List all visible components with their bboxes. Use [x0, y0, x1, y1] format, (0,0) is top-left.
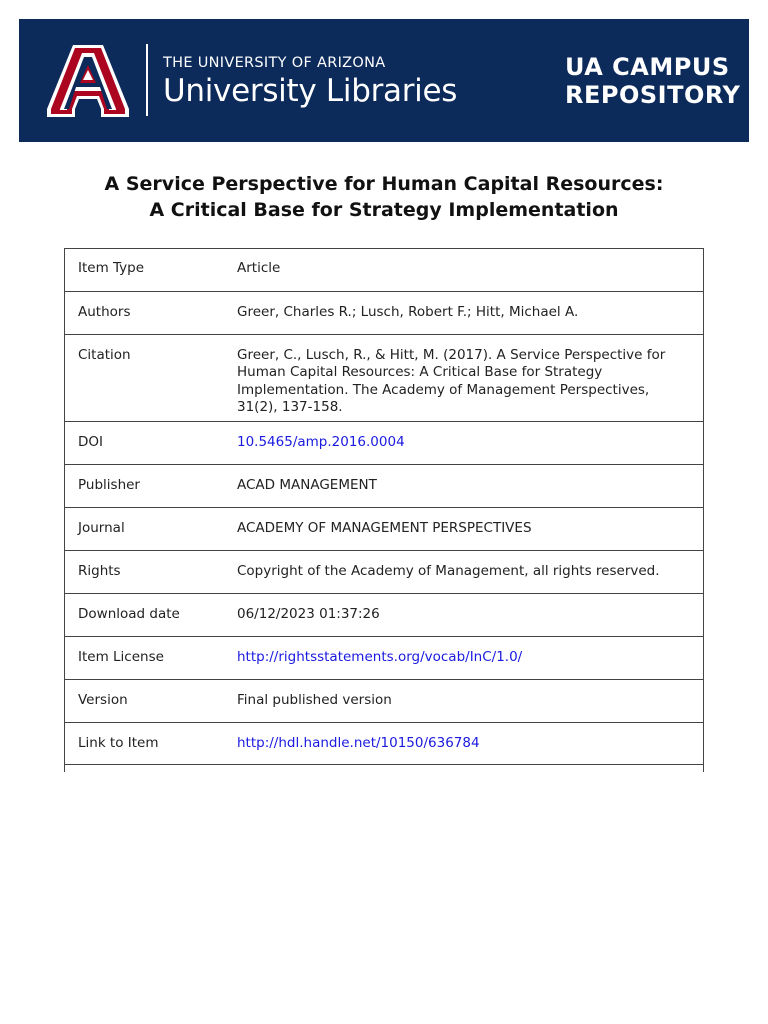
- row-label: Journal: [64, 507, 223, 550]
- row-label: Version: [64, 679, 223, 722]
- row-label: Download date: [64, 593, 223, 636]
- table-row: [64, 679, 704, 722]
- table-row: [64, 248, 704, 291]
- row-value: Final published version: [237, 691, 392, 708]
- logo-divider: [146, 44, 148, 116]
- table-row: [64, 722, 704, 764]
- libraries-name: University Libraries: [163, 73, 458, 109]
- row-label: Link to Item: [64, 722, 223, 764]
- row-label: Item Type: [64, 248, 223, 291]
- arizona-a-logo-icon[interactable]: [45, 43, 131, 119]
- table-row: [64, 593, 704, 636]
- table-frame-right: [703, 248, 704, 772]
- row-value-cell: [223, 421, 704, 464]
- row-value-cell: [223, 248, 704, 291]
- row-label: Rights: [64, 550, 223, 593]
- university-name: THE UNIVERSITY OF ARIZONA: [163, 55, 386, 71]
- table-frame-top: [64, 248, 704, 249]
- row-value-link[interactable]: http://hdl.handle.net/10150/636784: [237, 734, 480, 751]
- title-line-1: A Service Perspective for Human Capital Resources:: [104, 173, 664, 195]
- table-row: [64, 550, 704, 593]
- row-value-cell: [223, 334, 704, 421]
- row-value-link[interactable]: 10.5465/amp.2016.0004: [237, 433, 405, 450]
- row-value: 06/12/2023 01:37:26: [237, 605, 380, 622]
- row-value-cell: [223, 550, 704, 593]
- row-value-cell: [223, 291, 704, 334]
- table-row: [64, 334, 704, 421]
- row-value-cell: [223, 722, 704, 764]
- row-value-cell: [223, 464, 704, 507]
- title-line-2: A Critical Base for Strategy Implementation: [149, 199, 619, 221]
- repository-label-line2: REPOSITORY: [565, 81, 741, 109]
- repository-label: [565, 53, 745, 109]
- row-value: Greer, C., Lusch, R., & Hitt, M. (2017). A Service Perspective for Human Capital Resources: A Critical Base for Strategy Implementation. The Academy of Management Perspectives, 31(2), 137-158.: [237, 346, 666, 415]
- table-row: [64, 291, 704, 334]
- row-value-cell: [223, 636, 704, 679]
- row-label: DOI: [64, 421, 223, 464]
- table-row: [64, 507, 704, 550]
- row-label: Citation: [64, 334, 223, 421]
- row-value: ACADEMY OF MANAGEMENT PERSPECTIVES: [237, 519, 532, 536]
- row-value-cell: [223, 507, 704, 550]
- repository-label-line1: UA CAMPUS: [565, 53, 730, 81]
- table-row: [64, 464, 704, 507]
- table-row: [64, 421, 704, 464]
- row-value: Copyright of the Academy of Management, all rights reserved.: [237, 562, 660, 579]
- row-label: Item License: [64, 636, 223, 679]
- header-banner: [19, 19, 749, 142]
- row-value-link[interactable]: http://rightsstatements.org/vocab/InC/1.0/: [237, 648, 523, 665]
- row-value: ACAD MANAGEMENT: [237, 476, 377, 493]
- row-label: Publisher: [64, 464, 223, 507]
- row-label: Authors: [64, 291, 223, 334]
- row-value-cell: [223, 593, 704, 636]
- table-frame-left: [64, 248, 65, 772]
- table-row: [64, 636, 704, 679]
- metadata-table: [64, 248, 704, 765]
- row-value: Article: [237, 260, 281, 276]
- row-value-cell: [223, 679, 704, 722]
- page-title: [40, 171, 728, 223]
- row-value: Greer, Charles R.; Lusch, Robert F.; Hitt, Michael A.: [237, 303, 579, 320]
